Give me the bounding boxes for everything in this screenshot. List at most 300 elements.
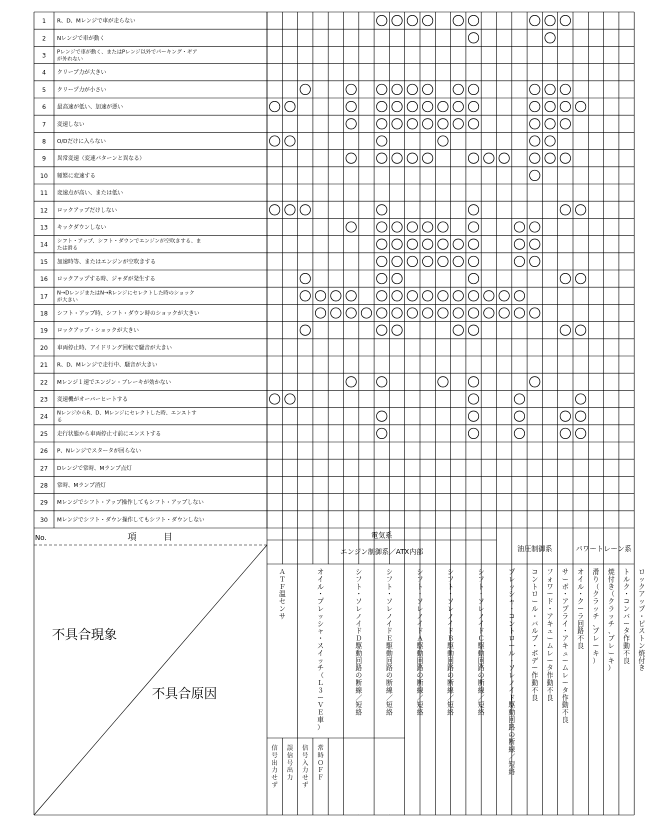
row-number: 9 [42, 155, 46, 163]
column-label-char: 絡 [447, 708, 454, 717]
circle-mark [514, 291, 524, 301]
column-label-char: （ [317, 671, 324, 680]
circle-mark [560, 15, 570, 25]
circle-mark [453, 325, 463, 335]
circle-mark [514, 394, 524, 404]
circle-mark [453, 84, 463, 94]
row-text-line-2: が外れない [57, 56, 83, 63]
column-label-char: 動 [531, 679, 539, 687]
circle-mark [331, 308, 341, 318]
circle-mark [407, 119, 417, 129]
circle-mark [438, 239, 448, 249]
cause-label: 不具合原因 [152, 687, 218, 702]
circle-mark [422, 256, 432, 266]
column-label-char: ト [638, 634, 645, 643]
column-label-char: 断 [355, 679, 363, 687]
column-label-char: 回 [577, 619, 584, 628]
row-text: 異常変速（変速パターンと異なる） [57, 156, 145, 163]
column-label-char: ブ [607, 634, 615, 643]
column-label-char: Ｅ [317, 708, 324, 717]
circle-mark [377, 377, 387, 387]
circle-mark [392, 84, 402, 94]
circle-mark [346, 308, 356, 318]
row-number: 21 [40, 362, 48, 370]
column-label-char: 不 [562, 708, 569, 717]
circle-mark [530, 153, 540, 163]
circle-mark [530, 239, 540, 249]
column-label-char: ス [317, 642, 324, 650]
column-label-char: ボ [562, 582, 569, 591]
row-text: Mレンジでシフト・ダウン操作してもシフト・ダウンしない [57, 517, 205, 524]
column-label-char: レ [355, 605, 363, 613]
column-label-char: オ [577, 568, 584, 576]
column-label-char: ソ [447, 597, 454, 606]
column-label-char: Ｄ [355, 634, 363, 643]
row-text: クリープ力が大きい [57, 70, 107, 77]
column-label-char: プ [317, 597, 324, 606]
sub-column-label-char: せ [271, 774, 278, 782]
column-label-char: ン [279, 605, 286, 613]
column-label-char: ト [477, 582, 485, 591]
row-number: 25 [40, 430, 48, 438]
diagonal-line [34, 545, 267, 815]
circle-mark [530, 256, 540, 266]
circle-mark [468, 428, 478, 438]
group-engine-control: エンジン制御系／ATX内部 [340, 548, 424, 556]
row-text: Dレンジで常時、Mランプ点灯 [57, 465, 132, 472]
column-label-char: 焼 [638, 649, 645, 658]
circle-mark [377, 153, 387, 163]
sub-column-label-char: Ｏ [317, 759, 324, 767]
circle-mark [377, 222, 387, 232]
column-label-char: ル [508, 649, 516, 658]
column-label-char: 動 [562, 701, 569, 710]
circle-mark [300, 273, 310, 283]
circle-mark [545, 153, 555, 163]
column-label-char: ・ [416, 590, 424, 599]
circle-mark [468, 153, 478, 163]
circle-mark [300, 84, 310, 94]
circle-mark [392, 119, 402, 129]
circle-mark [407, 291, 417, 301]
column-label-char: シ [386, 568, 393, 576]
circle-mark [438, 291, 448, 301]
column-label-char: シ [508, 590, 516, 599]
row-number: 1 [42, 18, 46, 26]
sub-column-label-char: Ｆ [317, 767, 324, 775]
column-label-char: ー [592, 642, 600, 650]
column-label-char: ド [477, 627, 485, 636]
row-number: 15 [40, 258, 48, 266]
column-label-char: ャ [317, 627, 324, 636]
column-label-char: ー [508, 642, 516, 650]
circle-mark [560, 101, 570, 111]
row-text: O/Dだけに入らない [57, 139, 106, 145]
circle-mark [514, 256, 524, 266]
column-label-char: 回 [355, 656, 363, 665]
sub-column-label-char: 誤 [286, 745, 294, 752]
row-text: 常時、Mランプ消灯 [57, 483, 106, 489]
column-label-char: 不 [531, 686, 539, 695]
circle-mark [530, 15, 540, 25]
circle-mark [331, 291, 341, 301]
circle-mark [499, 153, 509, 163]
circle-mark [560, 428, 570, 438]
circle-mark [269, 101, 279, 111]
circle-mark [422, 308, 432, 318]
column-label-char: ッ [317, 612, 324, 621]
circle-mark [392, 239, 402, 249]
circle-mark [377, 15, 387, 25]
row-number: 14 [40, 241, 48, 249]
column-label-char: 不 [546, 686, 554, 695]
row-number: 6 [42, 104, 46, 112]
column-label-char: 駆 [355, 642, 363, 650]
column-label-char: イ [508, 686, 516, 695]
column-label-char: ッ [638, 597, 645, 606]
circle-mark [468, 239, 478, 249]
column-label-char: 良 [531, 693, 539, 702]
circle-mark [468, 291, 478, 301]
circle-mark [407, 239, 417, 249]
sub-column-label-char: 力 [271, 767, 278, 775]
circle-mark [377, 428, 387, 438]
column-label-char: ソ [355, 597, 363, 606]
column-label-char: レ [416, 605, 424, 613]
column-label-char: 駆 [477, 642, 485, 650]
sub-column-label-char: 力 [286, 774, 294, 782]
circle-mark [575, 273, 585, 283]
circle-mark [575, 411, 585, 421]
no-header: No. [35, 534, 47, 542]
column-label-char: 絡 [355, 708, 363, 717]
circle-mark [285, 394, 295, 404]
column-label-char: 滑 [592, 568, 600, 576]
column-label-char: り [592, 575, 600, 584]
column-label-char: ー [623, 619, 630, 628]
column-label-char: の [447, 671, 454, 680]
column-label-char: キ [546, 619, 554, 628]
circle-mark [377, 256, 387, 266]
column-label-char: 駆 [416, 642, 424, 650]
circle-mark [346, 84, 356, 94]
circle-mark [438, 101, 448, 111]
circle-mark [285, 136, 295, 146]
column-label-char: ー [317, 693, 324, 702]
circle-mark [484, 153, 494, 163]
circle-mark [438, 222, 448, 232]
circle-mark [407, 15, 417, 25]
sub-column-label-char: 信 [302, 745, 309, 752]
column-label-char: ル [623, 575, 630, 584]
row-text: ロックアップする時、ジャダが発生する [57, 276, 156, 283]
column-label-char: 動 [416, 649, 424, 658]
column-label-char: ッ [592, 605, 600, 613]
column-label-char: ン [531, 575, 539, 584]
circle-mark [407, 153, 417, 163]
circle-mark [346, 119, 356, 129]
column-label-char: 作 [531, 671, 539, 680]
column-label-char: ・ [508, 605, 516, 613]
column-label-char: 線 [477, 686, 485, 695]
column-label-char: 良 [623, 656, 630, 665]
row-text-line-2: たは滑る [57, 245, 78, 252]
column-label-char: 路 [577, 627, 584, 636]
circle-mark [377, 273, 387, 283]
column-label-char: ー [546, 656, 554, 665]
circle-mark [560, 205, 570, 215]
column-label-char: ュ [546, 627, 554, 636]
circle-mark [377, 101, 387, 111]
sub-column-label-char: 号 [271, 752, 278, 760]
column-label-char: ノ [386, 612, 393, 621]
column-label-char: ・ [386, 590, 393, 599]
circle-mark [377, 84, 387, 94]
circle-mark [392, 101, 402, 111]
circle-mark [560, 153, 570, 163]
column-label-char: ュ [562, 649, 569, 658]
sub-column-label-char: 号 [286, 759, 294, 767]
column-label-char: イ [577, 575, 584, 584]
column-label-char: ワ [546, 582, 554, 591]
row-number: 20 [40, 344, 48, 352]
row-text: シフト・アップ時、シフト・ダウン時のショックが大きい [57, 311, 200, 317]
column-label-char: 短 [477, 701, 485, 710]
circle-mark [530, 377, 540, 387]
column-label-char: ソ [386, 597, 393, 606]
circle-mark [300, 205, 310, 215]
column-label-char: 回 [447, 656, 454, 665]
circle-mark [422, 15, 432, 25]
column-label-char: レ [508, 671, 516, 680]
column-label-char: 短 [386, 701, 393, 710]
column-label-char: 断 [477, 679, 485, 687]
column-label-char: ド [386, 627, 393, 636]
circle-mark [468, 222, 478, 232]
sub-column-label-char: 時 [317, 752, 324, 760]
circle-mark [468, 411, 478, 421]
circle-mark [560, 84, 570, 94]
column-label-char: ン [638, 642, 645, 650]
column-label-char: ド [416, 627, 424, 636]
column-label-char: 路 [447, 664, 454, 673]
column-label-char: プ [508, 568, 516, 576]
column-label-char: 短 [508, 760, 516, 769]
column-label-char: 駆 [447, 642, 454, 650]
column-label-char: バ [623, 612, 630, 621]
row-text: P、Nレンジでスタータが回らない [57, 448, 142, 455]
column-label-char: フ [416, 575, 424, 584]
column-label-char: ル [577, 582, 584, 591]
column-label-char: 駆 [386, 642, 393, 650]
circle-mark [438, 256, 448, 266]
column-label-char: 作 [562, 693, 569, 702]
circle-mark [453, 119, 463, 129]
sub-column-label-char: 出 [286, 767, 294, 775]
column-label-char: ッ [317, 656, 324, 665]
circle-mark [468, 101, 478, 111]
column-label-char: ソ [477, 597, 485, 606]
circle-mark [514, 222, 524, 232]
circle-mark [285, 101, 295, 111]
column-label-char: イ [317, 575, 324, 584]
column-label-char: ／ [447, 693, 454, 702]
column-label-char: き [607, 582, 615, 591]
column-label-char: ー [607, 649, 615, 658]
circle-mark [346, 377, 356, 387]
column-label-char: 不 [577, 634, 584, 643]
column-label-char: 路 [355, 664, 363, 673]
column-label-char: ノ [508, 679, 516, 687]
circle-mark [346, 291, 356, 301]
column-label-char: イ [355, 619, 363, 628]
column-label-char: ロ [531, 590, 539, 599]
circle-mark [392, 15, 402, 25]
column-label-char: フ [447, 575, 454, 584]
row-text-line-1: シフト・アップ、シフト・ダウンでエンジンが空吹きする、ま [57, 238, 202, 245]
row-text: 変速しない [57, 121, 85, 128]
circle-mark [545, 33, 555, 43]
sub-column-label-char: ず [302, 782, 309, 789]
column-label-char: 線 [386, 686, 393, 695]
circle-mark [484, 308, 494, 318]
column-label-char: ／ [477, 693, 485, 702]
circle-mark [346, 222, 356, 232]
circle-mark [407, 84, 417, 94]
column-label-char: ボ [531, 649, 539, 658]
circle-mark [315, 308, 325, 318]
circle-mark [377, 239, 387, 249]
group-electrical: 電気系 [371, 531, 393, 540]
column-label-char: の [508, 730, 516, 739]
column-label-char: （ [592, 582, 600, 591]
column-label-char: デ [531, 656, 539, 665]
column-label-char: レ [546, 649, 554, 658]
column-label-char: 絡 [386, 708, 393, 717]
column-label-char: 絡 [508, 767, 516, 776]
column-label-char: ー [562, 656, 569, 665]
row-text: R、D、Mレンジで走行中、騒音が大きい [57, 362, 158, 369]
row-number: 7 [42, 121, 46, 129]
circle-mark [545, 101, 555, 111]
circle-mark [269, 394, 279, 404]
column-label-char: ソ [416, 597, 424, 606]
column-label-char: 路 [386, 664, 393, 673]
circle-mark [269, 205, 279, 215]
row-text: クリープ力が小さい [57, 87, 107, 94]
column-label-char: 路 [508, 723, 516, 732]
sub-column-label-char: Ｆ [317, 774, 324, 782]
row-number: 4 [42, 69, 46, 77]
circle-mark [377, 411, 387, 421]
column-label-char: ド [355, 627, 363, 636]
circle-mark [392, 153, 402, 163]
column-label-char: 車 [317, 716, 324, 724]
sub-column-label-char: 信 [286, 752, 294, 760]
row-text: 頻繁に変速する [57, 173, 96, 180]
column-label-char: ッ [638, 575, 645, 584]
column-label-char: レ [317, 605, 324, 613]
column-label-char: 焼 [607, 568, 615, 576]
column-label-char: 良 [562, 716, 569, 724]
column-label-char: キ [607, 656, 615, 665]
column-label-char: ） [592, 656, 600, 665]
group-hydraulic: 油圧制御系 [517, 545, 553, 553]
column-label-char: 路 [416, 664, 424, 673]
column-label-char: イ [562, 619, 569, 628]
circle-mark [575, 428, 585, 438]
column-label-char: 断 [416, 679, 424, 687]
sub-column-label-char: 力 [302, 767, 309, 775]
row-number: 17 [40, 293, 48, 301]
column-label-char: 短 [447, 701, 454, 710]
column-label-char: ・ [623, 590, 630, 599]
row-number: 30 [40, 516, 48, 524]
column-label-char: ト [623, 568, 630, 576]
circle-mark [575, 325, 585, 335]
column-label-char: ル [531, 627, 539, 636]
circle-mark [377, 291, 387, 301]
column-label-char: ラ [577, 612, 584, 621]
column-label-char: ／ [416, 693, 424, 702]
column-label-char: 絡 [416, 708, 424, 717]
row-number: 3 [42, 52, 46, 60]
row-text: 走行状態から車両停止寸前にエンストする [57, 431, 162, 438]
row-text: 車両停止時、アイドリング回転で騒音が大きい [57, 345, 172, 352]
row-text: 変速機がオーバーヒートする [57, 397, 128, 403]
column-label-char: コ [623, 597, 630, 606]
column-label-char: ア [546, 612, 554, 621]
circle-mark [300, 291, 310, 301]
row-number: 19 [40, 327, 48, 335]
row-text: R、D、Mレンジで車が走らない [57, 18, 136, 25]
column-label-char: キ [592, 649, 600, 658]
column-label-char: 線 [416, 686, 424, 695]
circle-mark [468, 84, 478, 94]
column-label-char: 作 [623, 634, 630, 643]
column-label-char: の [477, 671, 485, 680]
row-text: キックダウンしない [57, 225, 107, 231]
circle-mark [438, 377, 448, 387]
column-label-char: ア [562, 597, 569, 606]
circle-mark [377, 136, 387, 146]
row-text-line-1: N→DレンジまたはN→Rレンジにセレクトした時のショック [57, 290, 195, 297]
column-label-char: コ [531, 568, 539, 576]
sub-column-label-char: 出 [271, 759, 278, 767]
column-label-char: イ [416, 619, 424, 628]
column-label-char: ／ [386, 693, 393, 702]
column-label-char: レ [562, 671, 569, 680]
circle-mark [530, 308, 540, 318]
column-label-char: 動 [546, 679, 554, 687]
column-label-char: ・ [447, 590, 454, 599]
circle-mark [453, 256, 463, 266]
circle-mark [468, 15, 478, 25]
column-label-char: 不 [623, 649, 630, 658]
column-label-char: ト [386, 582, 393, 591]
circle-mark [422, 119, 432, 129]
circle-mark [377, 205, 387, 215]
circle-mark [468, 394, 478, 404]
column-label-char: （ [607, 590, 615, 599]
column-label-char: 線 [355, 686, 363, 695]
column-label-char: ク [592, 590, 600, 599]
circle-mark [269, 136, 279, 146]
column-label-char: 絡 [477, 708, 485, 717]
column-label-char: ア [638, 590, 645, 599]
column-label-char: ー [531, 664, 539, 673]
circle-mark [453, 291, 463, 301]
